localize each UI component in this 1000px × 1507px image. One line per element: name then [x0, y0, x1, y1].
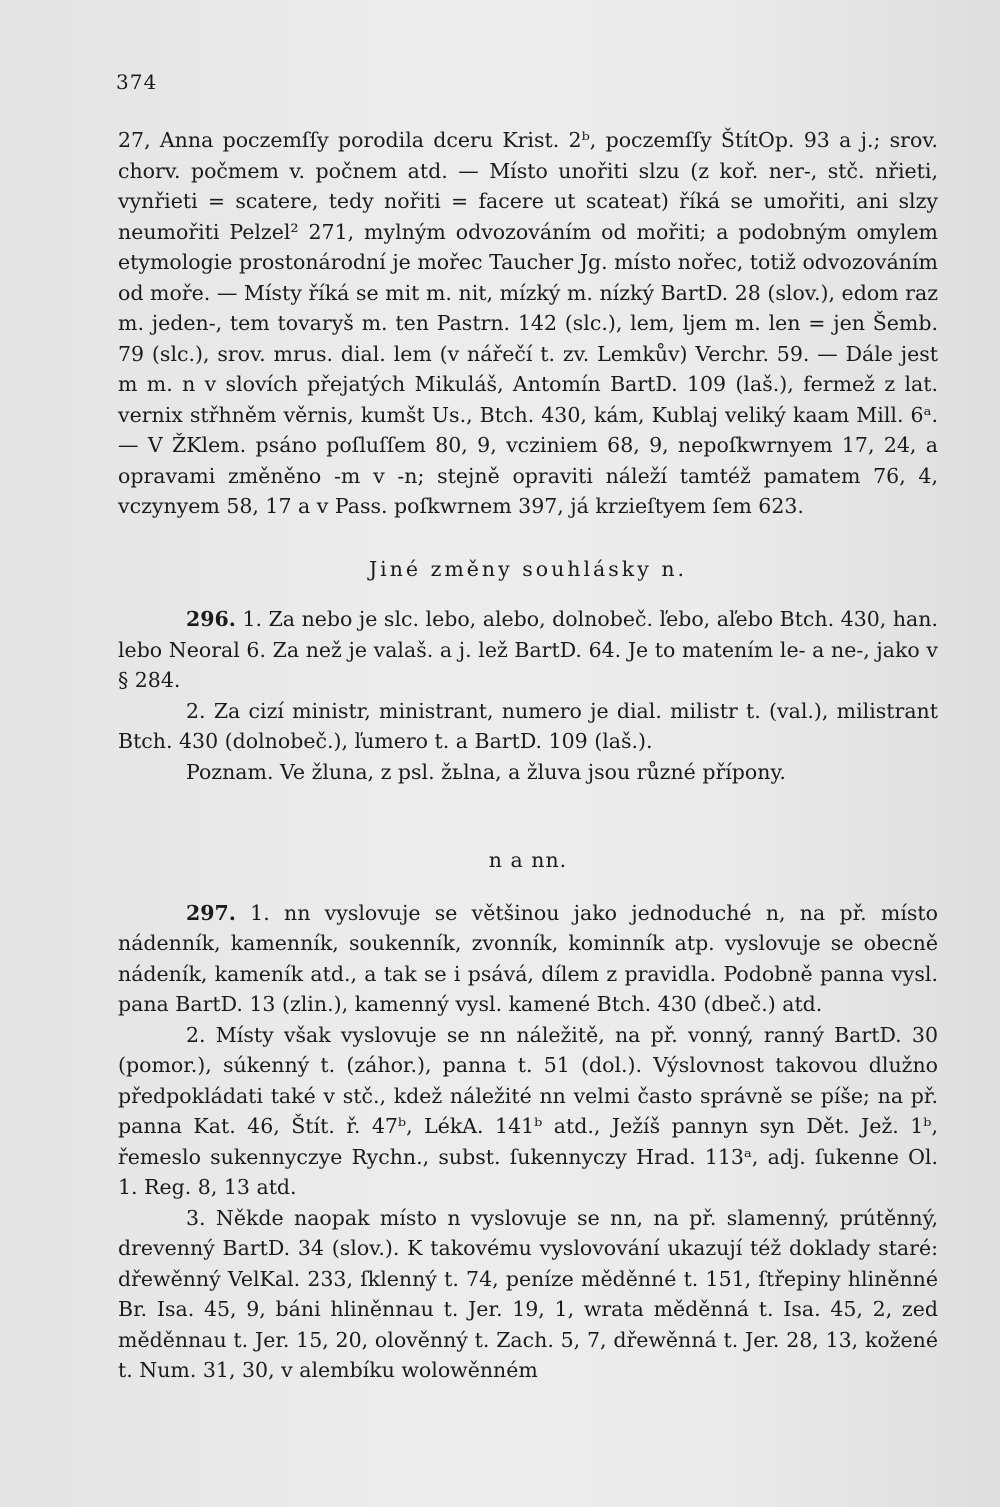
paragraph-297-3: 3. Někde naopak místo n vyslovuje se nn, na př. slamenný, prútěnný, drevenný BartD. 34 (slov.). K takovému vyslovování ukazují též doklady staré: dřewěnný VelKal. 233, ſklenný t. 74, peníze měděnné t. 151, ſtřepiny hliněnné Br. Isa. 45, 9, báni hliněnnau t. Jer. 19, 1, wrata měděnná t. Isa. 45, 2, zed měděnnau t. Jer. 15, 20, olověnný t. Zach. 5, 7, dřewěnná t. Jer. 28, 13, kožené t. Num. 31, 30, v alembíku wolowěnném [118, 1205, 938, 1382]
section-heading: Jiné změny souhlásky n. [368, 556, 688, 581]
paragraph-297-2: 2. Místy však vyslovuje se nn náležitě, na př. vonný, ranný BartD. 30 (pomor.), súkenný t. (záhor.), panna t. 51 (dol.). Výslovnost takovou dlužno předpokládati také v stč., kdež náležité nn velmi často správně se píše; na př. panna Kat. 46, Štít. ř. 47ᵇ, LékA. 141ᵇ atd., Ježíš pannyn syn Dět. Jež. 1ᵇ, řemeslo sukennyczye Rychn., subst. ſukennyczy Hrad. 113ᵃ, adj. ſukenne Ol. 1. Reg. 8, 13 atd. [118, 1022, 938, 1199]
page-number: 374 [116, 70, 158, 94]
subsection-heading: n a nn. [488, 848, 568, 872]
paragraph-continued: 27, Anna poczemſſy porodila dceru Krist. 2ᵇ, poczemſſy ŠtítOp. 93 a j.; srov. chorv. počmem v. počnem atd. — Místo unořiti slzu (z koř. ner-, stč. nřieti, vynřieti = scatere, tedy nořiti = facere ut scateat) říká se umořiti, ani slzy neumořiti Pelzel² 271, mylným odvozováním od mořiti; a podobným omylem etymologie prostonárodní je mořec Taucher Jg. místo nořec, totiž odvozováním od moře. — Místy říká se mit m. nit, mízký m. nízký BartD. 28 (slov.), edom raz m. jeden-, tem tovaryš m. ten Pastrn. 142 (slc.), lem, ljem m. len = jen Šemb. 79 (slc.), srov. mrus. dial. lem (v nářečí t. zv. Lemkův) Verchr. 59. — Dále jest m m. n v slovích přejatých Mikuláš, Antomín BartD. 109 (laš.), fermež z lat. vernix střhněm věrnis, kumšt Us., Btch. 430, kám, Kublaj veliký kaam Mill. 6ᵃ. — V ŽKlem. psáno poſluſſem 80, 9, vcziniem 68, 9, nepoſkwrnyem 17, 24, a opravami změněno -m v -n; stejně opraviti náleží tamtéž pamatem 76, 4, vczynyem 58, 17 a v Pass. poſkwrnem 397, já krzieſtyem ſem 623. [118, 128, 938, 518]
paragraph-296-2: 2. Za cizí ministr, ministrant, numero je dial. milistr t. (val.), milistrant Btch. 430 (dolnobeč.), ľumero t. a BartD. 109 (laš.). [118, 698, 938, 753]
page-text [118, 125, 938, 1386]
section-number: 296. [186, 607, 236, 631]
paragraph-296-1: 296. 1. Za nebo je slc. lebo, alebo, dolnobeč. ľebo, aľebo Btch. 430, han. lebo Neoral 6. Za než je valaš. a j. lež BartD. 64. Je to matením le- a ne-, jako v § 284. [118, 607, 938, 692]
section-number: 297. [186, 900, 236, 925]
paragraph-297-1: 297. 1. nn vyslovuje se většinou jako jednoduché n, na př. místo nádenník, kamenník, soukenník, zvonník, kominník atp. vyslovuje se obecně nádeník, kameník atd., a tak se i psává, dílem z pravidla. Podobně panna vysl. pana BartD. 13 (zlin.), kamenný vysl. kamené Btch. 430 (dbeč.) atd. [118, 900, 938, 1016]
paragraph-note: Poznam. Ve žluna, z psl. žьlna, a žluva jsou různé přípony. [186, 759, 786, 784]
